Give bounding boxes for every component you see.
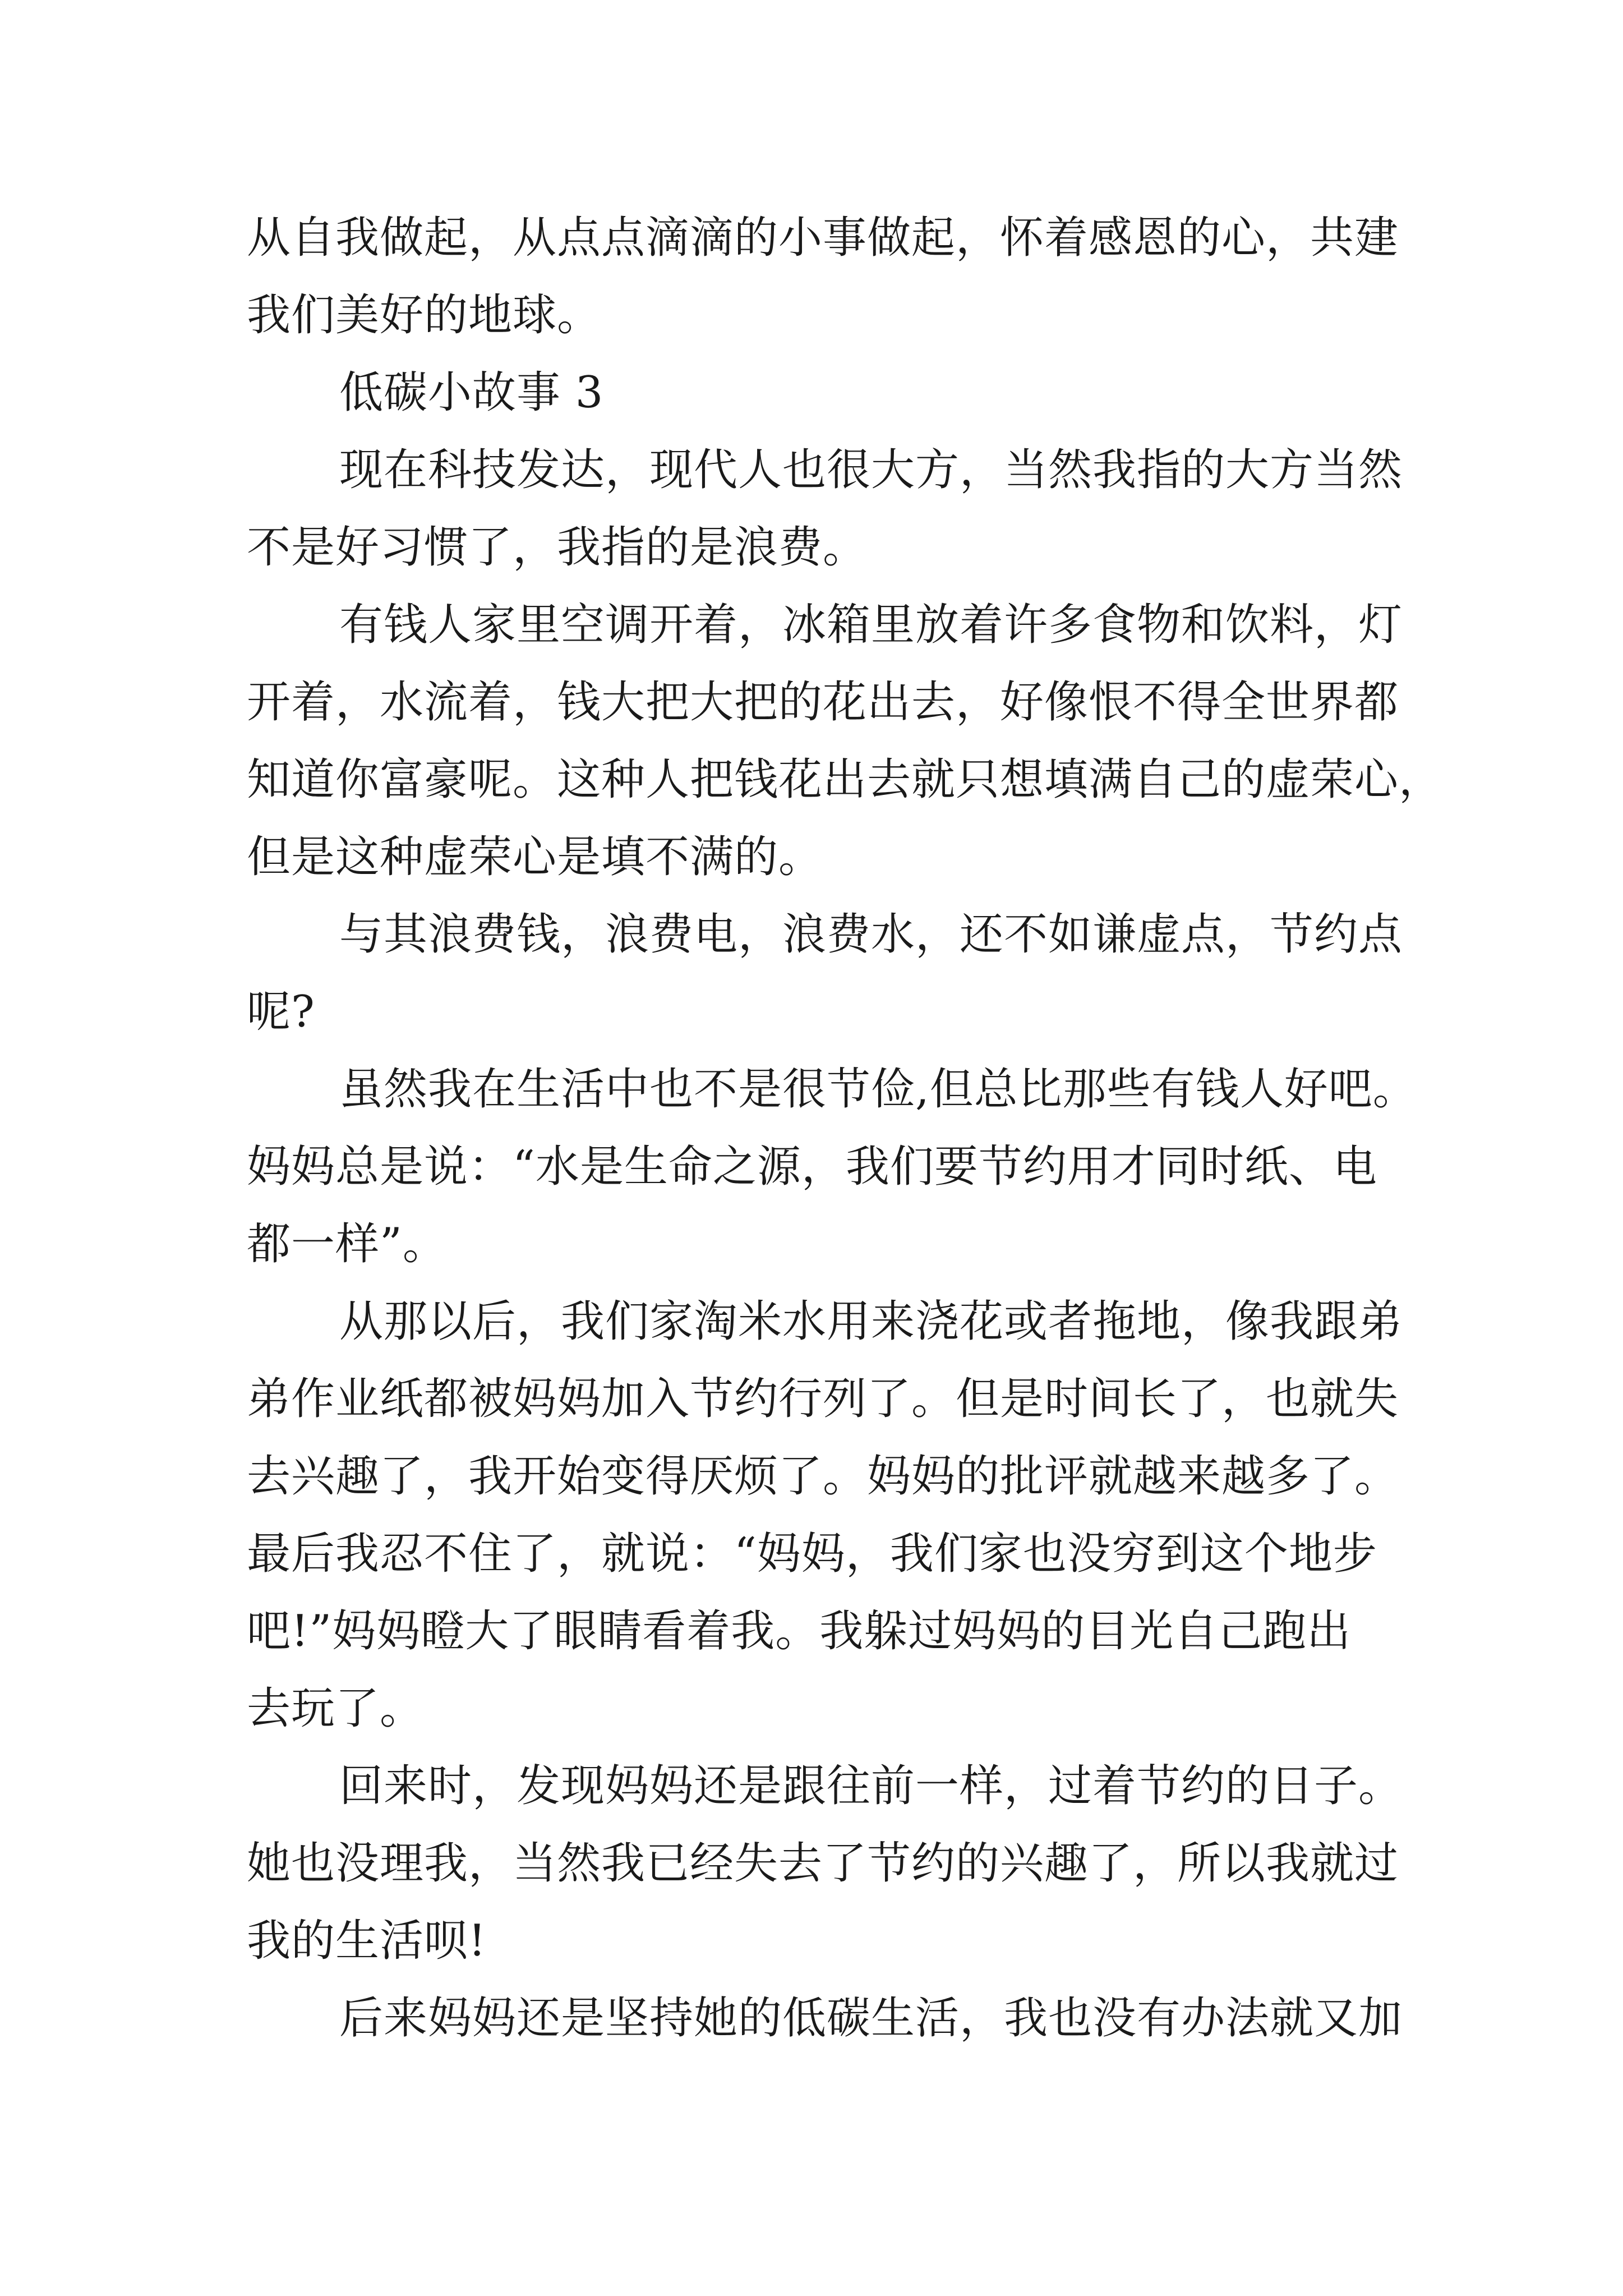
text-line: 吧!”妈妈瞪大了眼睛看着我。我躲过妈妈的目光自己跑出 xyxy=(247,1606,1352,1657)
document-body xyxy=(247,199,1444,2057)
text-line: 她也没理我，当然我已经失去了节约的兴趣了，所以我就过 xyxy=(247,1838,1399,1889)
text-line: 现在科技发达，现代人也很大方，当然我指的大方当然 xyxy=(339,445,1403,495)
text-line: 去玩了。 xyxy=(247,1683,425,1734)
text-line: 但是这种虚荣心是填不满的。 xyxy=(247,832,823,882)
text-line: 与其浪费钱，浪费电，浪费水，还不如谦虚点，节约点 xyxy=(339,909,1403,960)
text-line: 从那以后，我们家淘米水用来浇花或者拖地，像我跟弟 xyxy=(339,1296,1403,1347)
text-line: 都一样”。 xyxy=(247,1219,447,1269)
text-line: 从自我做起，从点点滴滴的小事做起，怀着感恩的心，共建 xyxy=(247,213,1399,263)
section-heading: 低碳小故事 3 xyxy=(339,367,604,418)
text-line: 最后我忍不住了，就说：“妈妈，我们家也没穷到这个地步 xyxy=(247,1529,1377,1579)
text-line: 我的生活呗! xyxy=(247,1916,487,1966)
text-line: 有钱人家里空调开着，冰箱里放着许多食物和饮料，灯 xyxy=(339,600,1403,650)
text-line: 呢? xyxy=(247,987,315,1037)
text-line: 开着，水流着，钱大把大把的花出去，好像恨不得全世界都 xyxy=(247,677,1399,728)
text-line: 虽然我在生活中也不是很节俭,但总比那些有钱人好吧。 xyxy=(339,1064,1417,1115)
text-line: 后来妈妈还是坚持她的低碳生活，我也没有办法就又加 xyxy=(339,1993,1403,2044)
text-line: 妈妈总是说：“水是生命之源，我们要节约用才同时纸、电 xyxy=(247,1142,1377,1192)
text-line: 回来时，发现妈妈还是跟往前一样，过着节约的日子。 xyxy=(339,1761,1403,1811)
text-line: 我们美好的地球。 xyxy=(247,290,602,341)
text-line: 去兴趣了，我开始变得厌烦了。妈妈的批评就越来越多了。 xyxy=(247,1451,1399,1502)
text-line: 弟作业纸都被妈妈加入节约行列了。但是时间长了，也就失 xyxy=(247,1374,1399,1424)
text-line: 知道你富豪呢。这种人把钱花出去就只想填满自己的虚荣心， xyxy=(247,754,1444,805)
text-line: 不是好习惯了，我指的是浪费。 xyxy=(247,522,868,573)
